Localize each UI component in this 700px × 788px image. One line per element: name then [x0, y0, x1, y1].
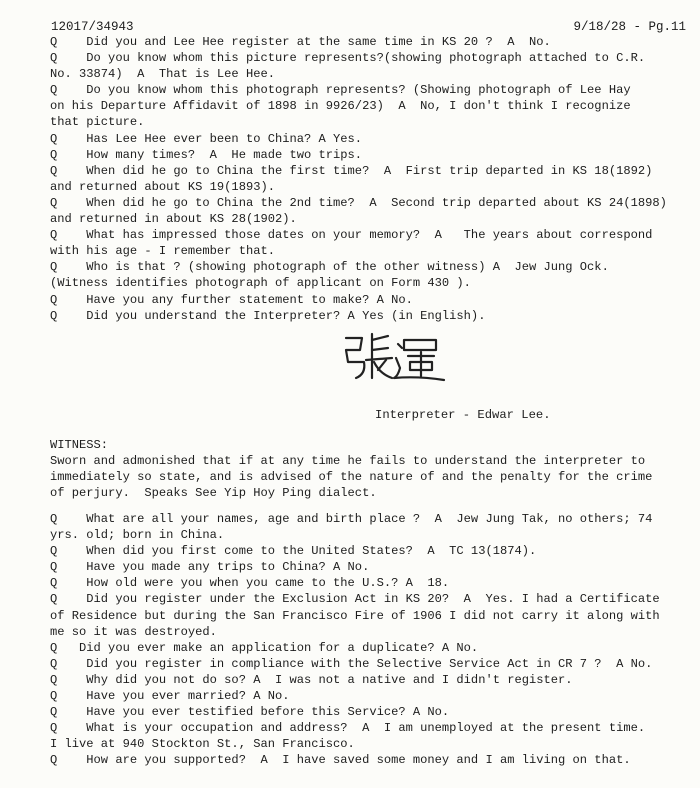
date-page: 9/18/28 - Pg.11 [573, 20, 686, 34]
interpreter-line: Interpreter - Edwar Lee. [375, 408, 551, 422]
transcript-line: Q Did you register in compliance with the Selective Service Act in CR 7 ? A No. [50, 656, 653, 671]
transcript-line: Q Have you made any trips to China? A No. [50, 560, 370, 575]
witness-intro-line: immediately so state, and is advised of the nature of and the penalty for the crime [50, 470, 653, 485]
transcript-line: Q Did you ever make an application for a duplicate? A No. [50, 640, 479, 655]
interrogation-section-2 [50, 511, 678, 769]
witness-intro-line: Sworn and admonished that if at any time he fails to understand the interpreter to [50, 454, 646, 469]
transcript-line: and returned about KS 19(1893). [50, 179, 275, 194]
transcript-line: Q Why did you not do so? A I was not a native and I didn't register. [50, 672, 573, 687]
transcript-line: Q When did you first come to the United States? A TC 13(1874). [50, 544, 537, 559]
transcript-line: Q What are all your names, age and birth place ? A Jew Jung Tak, no others; 74 [50, 512, 653, 526]
transcript-line: Q Did you register under the Exclusion Act in KS 20? A Yes. I had a Certificate [50, 592, 660, 607]
transcript-line: Q How many times? A He made two trips. [50, 147, 363, 162]
transcript-line: Q When did he go to China the 2nd time? A Second trip departed about KS 24(1898) [50, 195, 667, 210]
transcript-line: that picture. [50, 115, 145, 130]
chinese-signature [338, 330, 448, 382]
transcript-line: Q What has impressed those dates on your memory? A The years about correspond [50, 228, 653, 243]
transcript-line: yrs. old; born in China. [50, 528, 225, 543]
transcript-line: with his age - I remember that. [50, 244, 275, 259]
transcript-line: of Residence but during the San Francisco Fire of 1906 I did not carry it along with [50, 608, 660, 623]
transcript-line: Q Have you any further statement to make? A No. [50, 292, 413, 307]
transcript-line: and returned in about KS 28(1902). [50, 212, 297, 227]
witness-intro-line: of perjury. Speaks See Yip Hoy Ping dialect. [50, 486, 377, 501]
transcript-line: Q Have you ever married? A No. [50, 689, 290, 704]
transcript-line: me so it was destroyed. [50, 624, 217, 639]
transcript-line: No. 33874) A That is Lee Hee. [50, 67, 275, 82]
signature-image [338, 330, 448, 382]
witness-heading: WITNESS: [50, 438, 109, 452]
transcript-line: Q When did he go to China the first time? A First trip departed in KS 18(1892) [50, 163, 653, 178]
transcript-line: Q Do you know whom this picture represents?(showing photograph attached to C.R. [50, 51, 646, 66]
transcript-line: Q Did you and Lee Hee register at the same time in KS 20 ? A No. [50, 35, 551, 49]
witness-intro [50, 437, 678, 501]
transcript-line: Q Do you know whom this photograph represents? (Showing photograph of Lee Hay [50, 83, 631, 98]
transcript-line: Q Has Lee Hee ever been to China? A Yes. [50, 131, 363, 146]
transcript-line: Q Who is that ? (showing photograph of the other witness) A Jew Jung Ock. [50, 260, 609, 275]
transcript-line: Q Did you understand the Interpreter? A Yes (in English). [50, 308, 486, 323]
transcript-line: Q How old were you when you came to the U.S.? A 18. [50, 576, 450, 591]
transcript-line: I live at 940 Stockton St., San Francisco. [50, 737, 355, 752]
transcript-line: Q How are you supported? A I have saved some money and I am living on that. [50, 753, 631, 768]
transcript-line: Q Have you ever testified before this Service? A No. [50, 705, 450, 720]
transcript-line: Q What is your occupation and address? A I am unemployed at the present time. [50, 721, 646, 736]
interrogation-section-1 [50, 34, 678, 324]
transcript-line: (Witness identifies photograph of applicant on Form 430 ). [50, 276, 471, 291]
file-number: 12017/34943 [51, 20, 134, 34]
transcript-line: on his Departure Affidavit of 1898 in 9926/23) A No, I don't think I recognize [50, 99, 631, 114]
